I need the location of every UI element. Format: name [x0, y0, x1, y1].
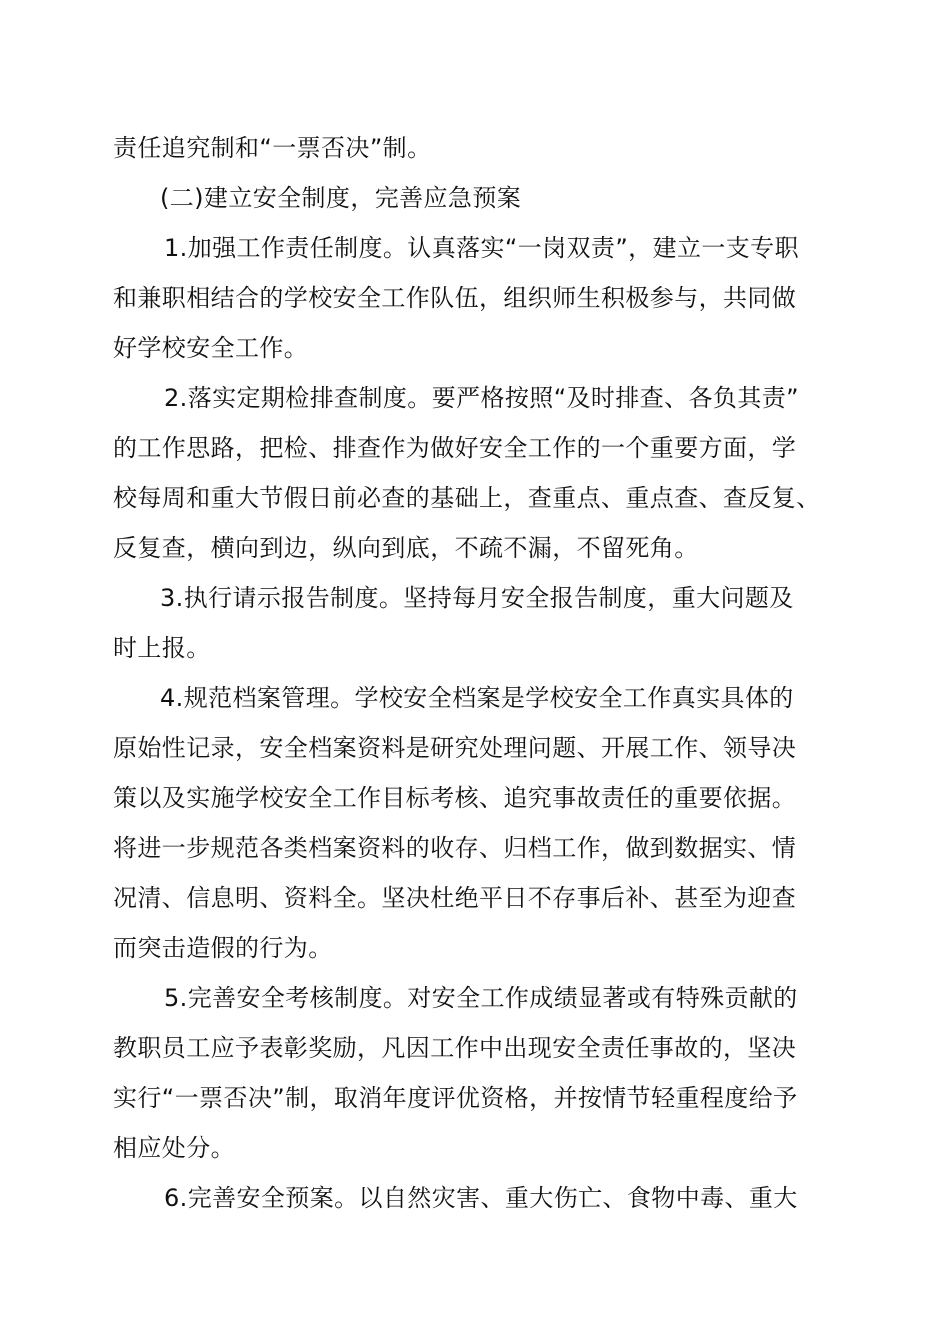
text-line: 策以及实施学校安全工作目标考核、追究事故责任的重要依据。: [113, 784, 797, 812]
text-line: 责任追究制和“一票否决”制。: [113, 134, 432, 162]
text-line: 的工作思路，把检、排查作为做好安全工作的一个重要方面，学: [113, 434, 797, 462]
text-line: 相应处分。: [113, 1134, 235, 1162]
text-line: 况清、信息明、资料全。坚决杜绝平日不存事后补、甚至为迎查: [113, 884, 797, 912]
paragraph-start: 4.规范档案管理。学校安全档案是学校安全工作真实具体的: [160, 684, 794, 712]
paragraph-start: 2.落实定期检排查制度。要严格按照“及时排查、各负其责”: [164, 384, 799, 412]
text-line: 校每周和重大节假日前必查的基础上，查重点、重点查、查反复、: [113, 484, 821, 512]
paragraph-start: 3.执行请示报告制度。坚持每月安全报告制度，重大问题及: [160, 584, 794, 612]
text-line: 和兼职相结合的学校安全工作队伍，组织师生积极参与，共同做: [113, 284, 797, 312]
text-line: 教职员工应予表彰奖励，凡因工作中出现安全责任事故的，坚决: [113, 1034, 797, 1062]
text-line: 时上报。: [113, 634, 211, 662]
text-line: 而突击造假的行为。: [113, 934, 333, 962]
text-line: 原始性记录，安全档案资料是研究处理问题、开展工作、领导决: [113, 734, 797, 762]
paragraph-start: 6.完善安全预案。以自然灾害、重大伤亡、食物中毒、重大: [164, 1184, 798, 1212]
section-heading: (二)建立安全制度，完善应急预案: [160, 184, 522, 212]
text-line: 实行“一票否决”制，取消年度评优资格，并按情节轻重程度给予: [113, 1084, 798, 1112]
text-line: 反复查，横向到边，纵向到底，不疏不漏，不留死角。: [113, 534, 699, 562]
text-line: 将进一步规范各类档案资料的收存、归档工作，做到数据实、情: [113, 834, 797, 862]
paragraph-start: 1.加强工作责任制度。认真落实“一岗双责”，建立一支专职: [164, 234, 799, 262]
paragraph-start: 5.完善安全考核制度。对安全工作成绩显著或有特殊贡献的: [164, 984, 798, 1012]
text-line: 好学校安全工作。: [113, 334, 309, 362]
